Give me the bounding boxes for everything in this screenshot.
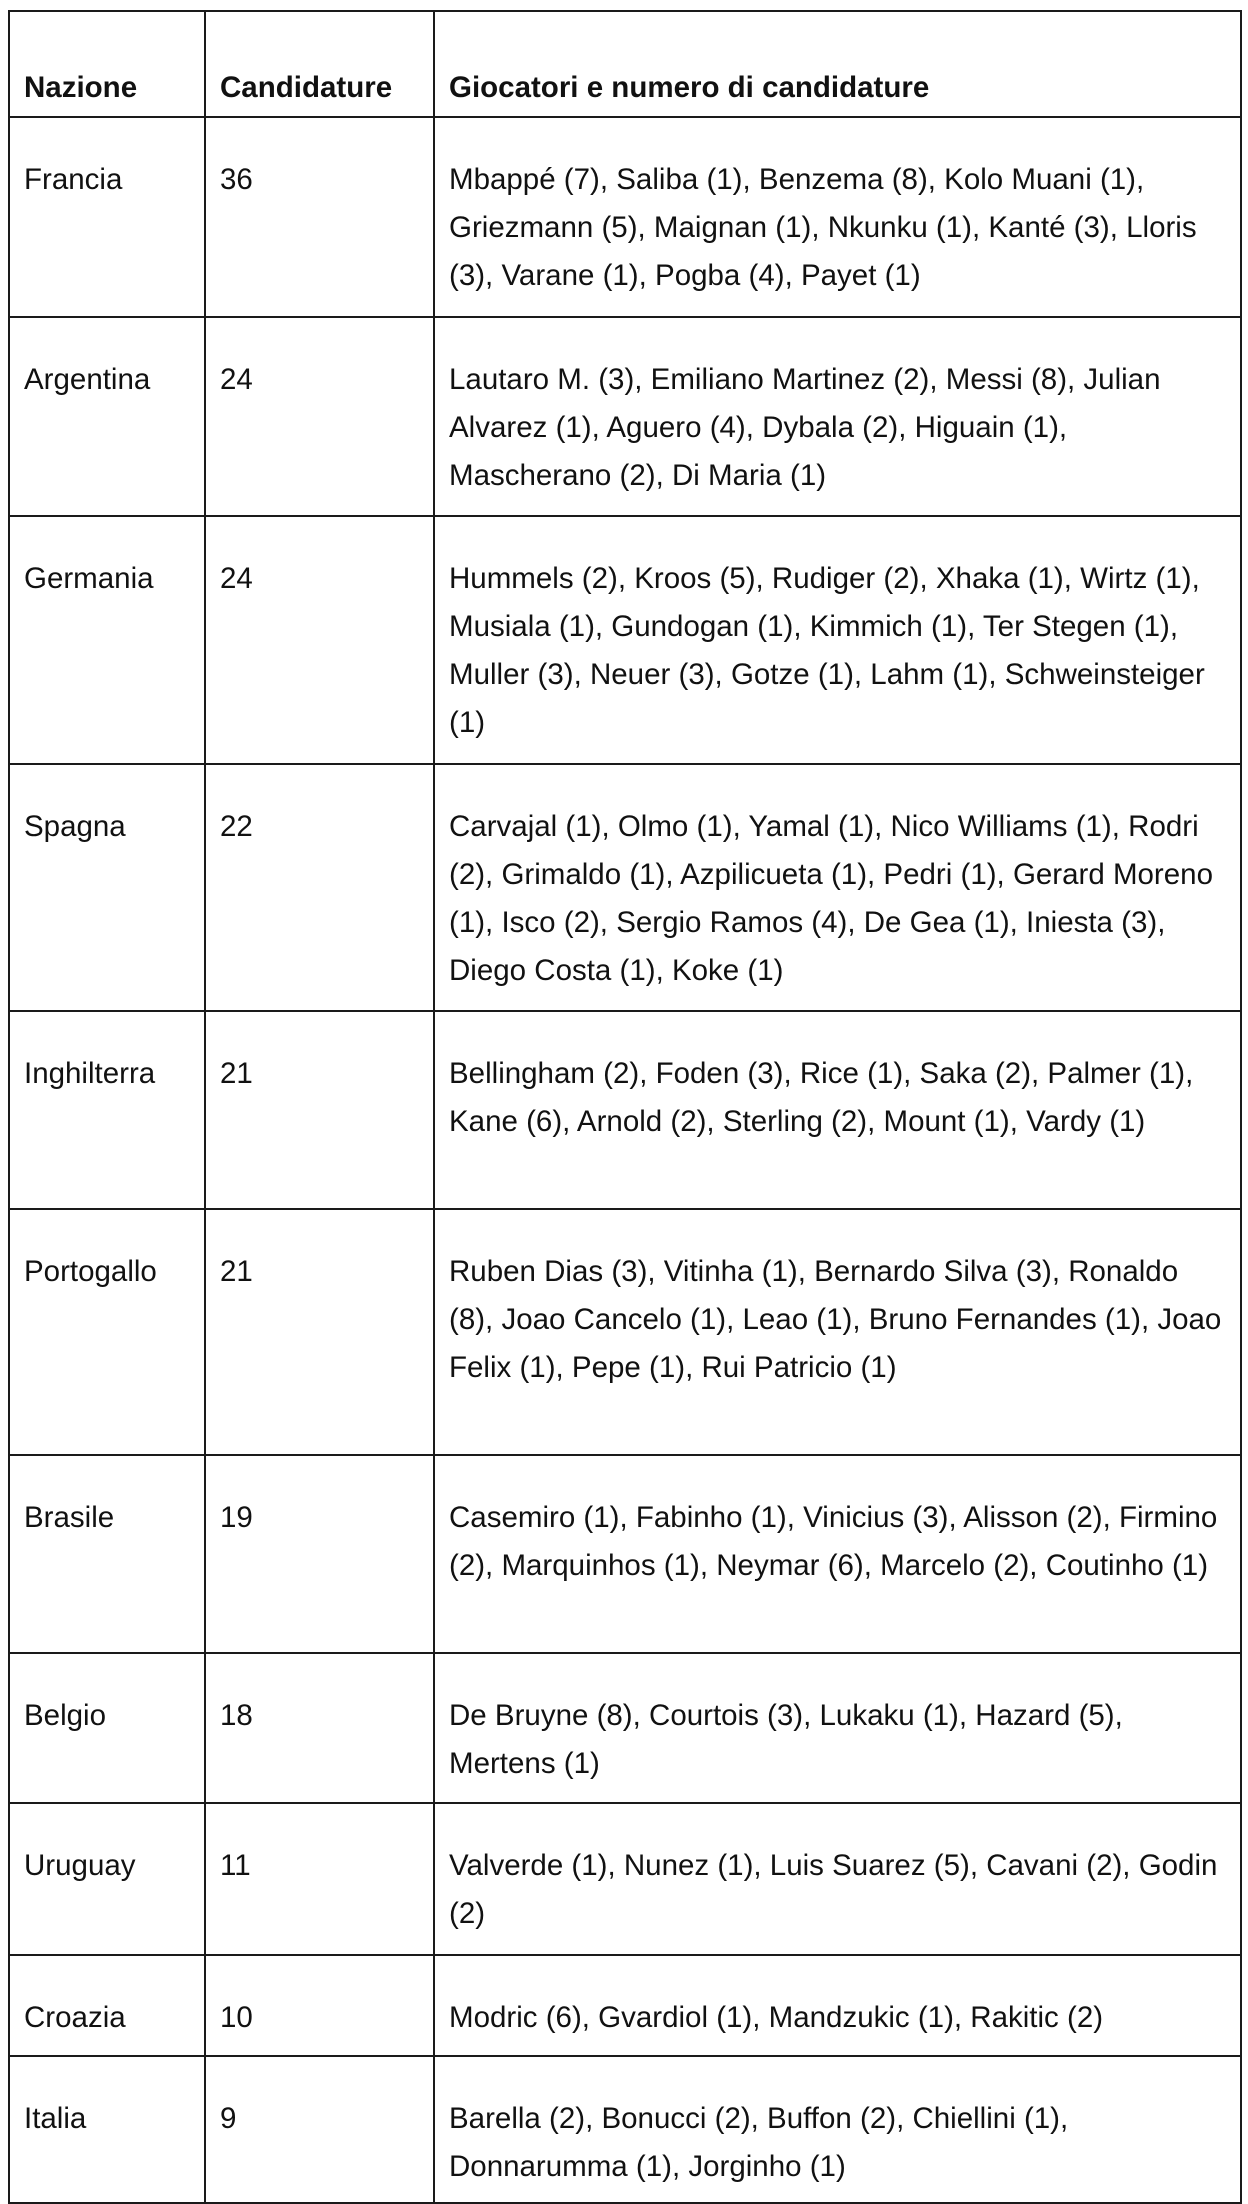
count-cell: 21	[205, 1209, 434, 1455]
table-row	[9, 2056, 1241, 2203]
table-row	[9, 1803, 1241, 1955]
count-cell: 21	[205, 1011, 434, 1209]
nation-cell: Italia	[9, 2056, 205, 2203]
table-row	[9, 1455, 1241, 1653]
header-players: Giocatori e numero di candidature	[434, 11, 1241, 117]
players-cell: Carvajal (1), Olmo (1), Yamal (1), Nico Williams (1), Rodri (2), Grimaldo (1), Azpilicueta (1), Pedri (1), Gerard Moreno (1), Isco (2), Sergio Ramos (4), De Gea (1), Iniesta (3), Diego Costa (1), Koke (1)	[434, 764, 1241, 1011]
table-row	[9, 1653, 1241, 1803]
table-row	[9, 516, 1241, 764]
table-row	[9, 117, 1241, 317]
players-cell: Hummels (2), Kroos (5), Rudiger (2), Xhaka (1), Wirtz (1), Musiala (1), Gundogan (1), Kimmich (1), Ter Stegen (1), Muller (3), Neuer (3), Gotze (1), Lahm (1), Schweinsteiger (1)	[434, 516, 1241, 764]
nation-cell: Spagna	[9, 764, 205, 1011]
table-row	[9, 1955, 1241, 2056]
nation-cell: Uruguay	[9, 1803, 205, 1955]
table-row	[9, 317, 1241, 516]
players-cell: De Bruyne (8), Courtois (3), Lukaku (1), Hazard (5), Mertens (1)	[434, 1653, 1241, 1803]
count-cell: 22	[205, 764, 434, 1011]
header-row	[9, 11, 1241, 117]
count-cell: 9	[205, 2056, 434, 2203]
nation-cell: Inghilterra	[9, 1011, 205, 1209]
count-cell: 36	[205, 117, 434, 317]
nation-cell: Germania	[9, 516, 205, 764]
nation-cell: Francia	[9, 117, 205, 317]
nation-cell: Portogallo	[9, 1209, 205, 1455]
players-cell: Bellingham (2), Foden (3), Rice (1), Saka (2), Palmer (1), Kane (6), Arnold (2), Sterling (2), Mount (1), Vardy (1)	[434, 1011, 1241, 1209]
count-cell: 19	[205, 1455, 434, 1653]
count-cell: 18	[205, 1653, 434, 1803]
nation-cell: Belgio	[9, 1653, 205, 1803]
nation-cell: Argentina	[9, 317, 205, 516]
nation-cell: Brasile	[9, 1455, 205, 1653]
players-cell: Mbappé (7), Saliba (1), Benzema (8), Kolo Muani (1), Griezmann (5), Maignan (1), Nkunku (1), Kanté (3), Lloris (3), Varane (1), Pogba (4), Payet (1)	[434, 117, 1241, 317]
count-cell: 10	[205, 1955, 434, 2056]
count-cell: 11	[205, 1803, 434, 1955]
count-cell: 24	[205, 317, 434, 516]
table-row	[9, 1209, 1241, 1455]
players-cell: Ruben Dias (3), Vitinha (1), Bernardo Silva (3), Ronaldo (8), Joao Cancelo (1), Leao (1), Bruno Fernandes (1), Joao Felix (1), Pepe (1), Rui Patricio (1)	[434, 1209, 1241, 1455]
header-count: Candidature	[205, 11, 434, 117]
table-row	[9, 1011, 1241, 1209]
nation-cell: Croazia	[9, 1955, 205, 2056]
players-cell: Modric (6), Gvardiol (1), Mandzukic (1), Rakitic (2)	[434, 1955, 1241, 2056]
header-nation: Nazione	[9, 11, 205, 117]
players-cell: Valverde (1), Nunez (1), Luis Suarez (5), Cavani (2), Godin (2)	[434, 1803, 1241, 1955]
players-cell: Barella (2), Bonucci (2), Buffon (2), Chiellini (1), Donnarumma (1), Jorginho (1)	[434, 2056, 1241, 2203]
count-cell: 24	[205, 516, 434, 764]
nations-table	[8, 10, 1242, 2204]
table-row	[9, 764, 1241, 1011]
players-cell: Casemiro (1), Fabinho (1), Vinicius (3), Alisson (2), Firmino (2), Marquinhos (1), Neymar (6), Marcelo (2), Coutinho (1)	[434, 1455, 1241, 1653]
players-cell: Lautaro M. (3), Emiliano Martinez (2), Messi (8), Julian Alvarez (1), Aguero (4), Dybala (2), Higuain (1), Mascherano (2), Di Maria (1)	[434, 317, 1241, 516]
